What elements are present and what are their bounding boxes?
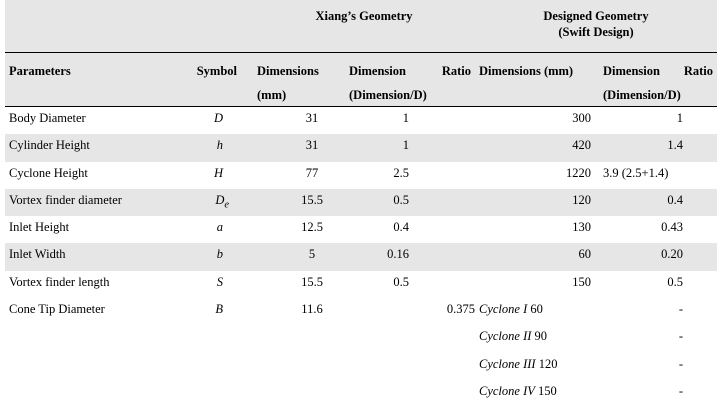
group-header-row <box>5 0 717 53</box>
col-xiang-ratio-word1: Dimension <box>349 63 406 79</box>
parameter-cell: Body Diameter <box>5 107 155 135</box>
cyclone-value: 120 <box>539 357 558 371</box>
xiang-dimension-cell: 5 <box>253 243 345 270</box>
parameter-cell: Inlet Height <box>5 216 155 243</box>
xiang-ratio-cell: 2.5 <box>345 162 475 189</box>
empty-cell <box>345 380 475 407</box>
col-parameters: Parameters <box>5 53 155 107</box>
col-designed-ratio-word2: Ratio <box>684 63 713 79</box>
cyclone-dimension-cell <box>475 380 599 407</box>
parameter-cell: Cone Tip Diameter <box>5 298 155 325</box>
cyclone-dimension-cell <box>475 298 599 325</box>
symbol-text: D <box>214 111 223 125</box>
designed-geometry-subtitle: (Swift Design) <box>479 24 713 40</box>
parameter-cell: Cyclone Height <box>5 162 155 189</box>
cyclone-ratio-cell: - <box>599 380 717 407</box>
designed-ratio-cell: 0.43 <box>599 216 717 243</box>
xiang-ratio-cell: 0.4 <box>345 216 475 243</box>
designed-ratio-cell: 1.4 <box>599 134 717 161</box>
xiang-dimension-cell: 77 <box>253 162 345 189</box>
xiang-ratio-cell: 0.16 <box>345 243 475 270</box>
designed-geometry-title: Designed Geometry <box>479 8 713 24</box>
symbol-cell <box>155 134 253 161</box>
symbol-cell <box>155 271 253 298</box>
table-row <box>5 243 717 270</box>
table-row <box>5 107 717 135</box>
column-header-row <box>5 53 717 107</box>
col-xiang-ratio-word2: Ratio <box>442 63 471 79</box>
col-designed-ratio-line2: (Dimension/D) <box>603 87 713 103</box>
col-xiang-ratio <box>345 53 475 107</box>
symbol-text: D <box>215 193 224 207</box>
symbol-cell: B <box>155 298 253 325</box>
cyclone-name: Cyclone IV <box>479 384 535 398</box>
col-xiang-ratio-line2: (Dimension/D) <box>349 87 471 103</box>
cyclone-dimension-cell <box>475 353 599 380</box>
xiang-ratio-cell: 0.375 <box>345 298 475 325</box>
cone-tip-subrow <box>5 380 717 407</box>
parameter-cell: Cylinder Height <box>5 134 155 161</box>
designed-ratio-cell: 0.4 <box>599 189 717 216</box>
designed-dimension-cell: 300 <box>475 107 599 135</box>
parameter-cell: Vortex finder length <box>5 271 155 298</box>
table-row <box>5 189 717 216</box>
empty-cell <box>5 325 155 352</box>
xiang-ratio-cell: 1 <box>345 107 475 135</box>
empty-cell <box>155 380 253 407</box>
empty-cell <box>5 353 155 380</box>
parameter-cell: Vortex finder diameter <box>5 189 155 216</box>
symbol-text: H <box>214 166 223 180</box>
cone-tip-subrow <box>5 353 717 380</box>
xiang-dimension-cell: 31 <box>253 134 345 161</box>
cyclone-value: 60 <box>530 302 543 316</box>
designed-dimension-cell: 1220 <box>475 162 599 189</box>
symbol-text: h <box>217 138 223 152</box>
table-row <box>5 134 717 161</box>
symbol-cell <box>155 162 253 189</box>
cyclone-value: 90 <box>535 329 548 343</box>
empty-cell <box>253 325 345 352</box>
designed-ratio-cell: 0.5 <box>599 271 717 298</box>
designed-dimension-cell: 420 <box>475 134 599 161</box>
cone-tip-row <box>5 298 717 325</box>
designed-dimension-cell: 150 <box>475 271 599 298</box>
xiang-dimension-cell: 31 <box>253 107 345 135</box>
cone-tip-subrow <box>5 325 717 352</box>
empty-cell <box>253 353 345 380</box>
cyclone-value: 150 <box>538 384 557 398</box>
cyclone-dimension-cell <box>475 325 599 352</box>
cyclone-name: Cyclone II <box>479 329 531 343</box>
symbol-cell <box>155 243 253 270</box>
col-designed-ratio-word1: Dimension <box>603 63 660 79</box>
cyclone-ratio-cell: - <box>599 353 717 380</box>
designed-ratio-cell: 0.20 <box>599 243 717 270</box>
symbol-text: S <box>217 275 223 289</box>
empty-cell <box>5 380 155 407</box>
table-row <box>5 271 717 298</box>
table-row <box>5 162 717 189</box>
empty-cell <box>345 353 475 380</box>
xiang-dimension-cell: 15.5 <box>253 189 345 216</box>
col-symbol: Symbol <box>155 53 253 107</box>
table-row <box>5 216 717 243</box>
col-xiang-dimensions-line2: (mm) <box>257 87 341 103</box>
empty-cell <box>155 353 253 380</box>
col-xiang-dimensions-line1: Dimensions <box>257 63 341 79</box>
symbol-text: a <box>217 220 223 234</box>
xiang-geometry-header: Xiang’s Geometry <box>253 0 475 53</box>
cyclone-name: Cyclone III <box>479 357 536 371</box>
designed-dimension-cell: 60 <box>475 243 599 270</box>
designed-dimension-cell: 130 <box>475 216 599 243</box>
symbol-text: b <box>217 247 223 261</box>
xiang-dimension-cell: 11.6 <box>253 298 345 325</box>
empty-cell <box>345 325 475 352</box>
parameter-cell: Inlet Width <box>5 243 155 270</box>
cyclone-name: Cyclone I <box>479 302 527 316</box>
xiang-dimension-cell: 12.5 <box>253 216 345 243</box>
designed-dimension-cell: 120 <box>475 189 599 216</box>
xiang-ratio-cell: 0.5 <box>345 189 475 216</box>
designed-geometry-header <box>475 0 717 53</box>
symbol-cell <box>155 189 253 216</box>
cyclone-ratio-cell: - <box>599 325 717 352</box>
xiang-dimension-cell: 15.5 <box>253 271 345 298</box>
designed-ratio-cell: 3.9 (2.5+1.4) <box>599 162 717 189</box>
col-xiang-dimensions <box>253 53 345 107</box>
empty-cell <box>155 325 253 352</box>
cyclone-geometry-table <box>5 0 717 407</box>
col-designed-ratio <box>599 53 717 107</box>
symbol-subscript: e <box>224 199 229 210</box>
xiang-ratio-cell: 1 <box>345 134 475 161</box>
xiang-ratio-cell: 0.5 <box>345 271 475 298</box>
designed-ratio-cell: 1 <box>599 107 717 135</box>
symbol-cell <box>155 107 253 135</box>
symbol-cell <box>155 216 253 243</box>
cyclone-ratio-cell: - <box>599 298 717 325</box>
empty-cell <box>253 380 345 407</box>
col-designed-dimensions: Dimensions (mm) <box>475 53 599 107</box>
